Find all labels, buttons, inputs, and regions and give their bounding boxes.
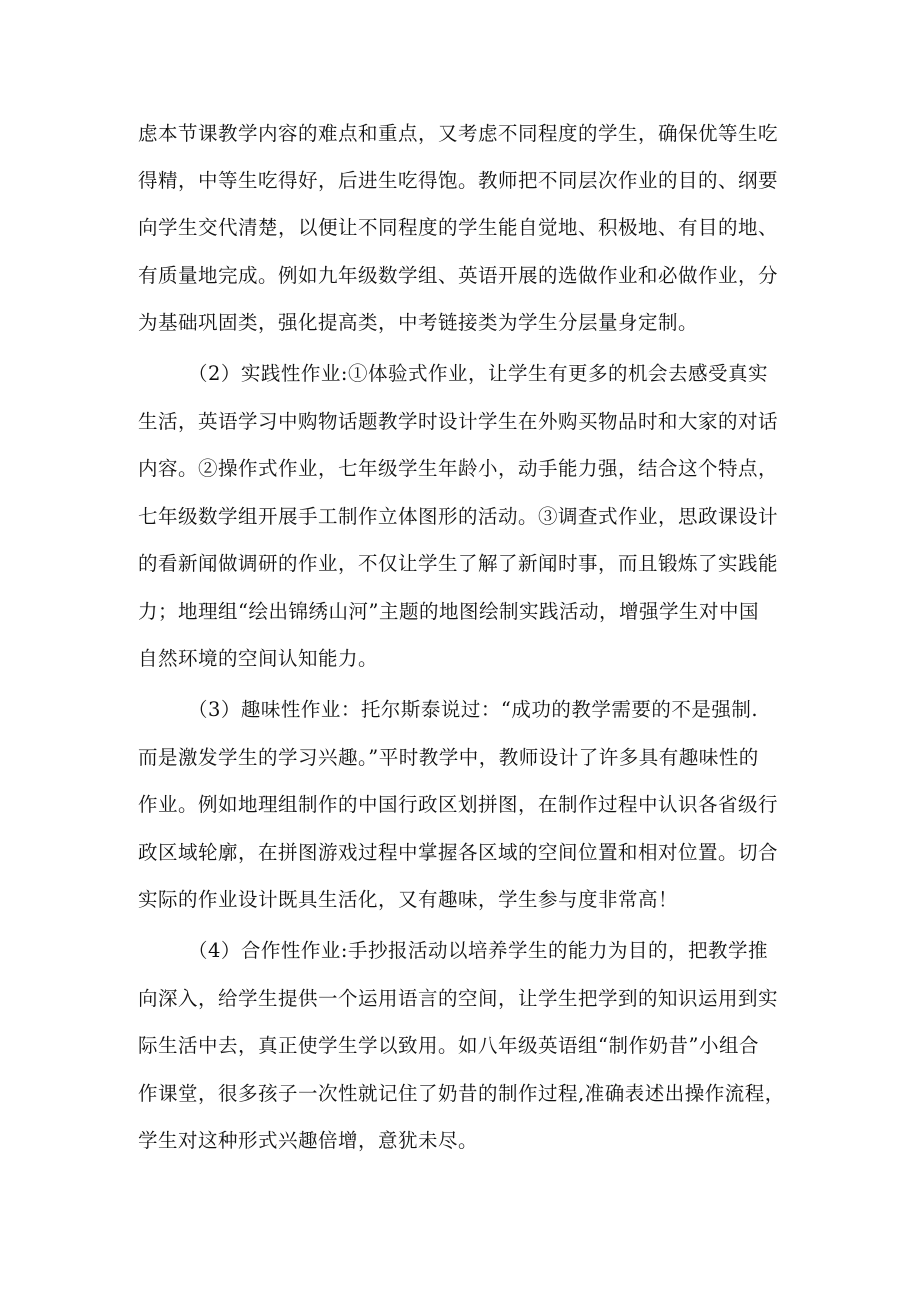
text-line: 虑本节课教学内容的难点和重点，又考虑不同程度的学生，确保优等生吃	[138, 122, 779, 145]
paragraph-start-fun: （3）趣味性作业：托尔斯泰说过：“成功的教学需要的不是强制.	[188, 698, 759, 721]
paragraph-start-practice: （2）实践性作业:①体验式作业，让学生有更多的机会去感受真实	[188, 362, 768, 385]
text-line: 而是激发学生的学习兴趣。”平时教学中，教师设计了许多具有趣味性的	[138, 746, 759, 769]
text-line: 有质量地完成。例如九年级数学组、英语开展的选做作业和必做作业，分	[138, 264, 779, 287]
text-line: 政区域轮廓，在拼图游戏过程中掌握各区域的空间位置和相对位置。切合	[138, 841, 779, 864]
text-line: 七年级数学组开展手工制作立体图形的活动。③调查式作业，思政课设计	[138, 505, 779, 528]
text-line: 生活，英语学习中购物话题教学时设计学生在外购买物品时和大家的对话	[138, 410, 779, 433]
text-line: 为基础巩固类，强化提高类，中考链接类为学生分层量身定制。	[138, 311, 699, 334]
text-line: 实际的作业设计既具生活化，又有趣味，学生参与度非常高！	[138, 888, 679, 911]
paragraph-start-cooperative: （4）合作性作业:手抄报活动以培养学生的能力为目的，把教学推	[188, 939, 768, 962]
text-line: 自然环境的空间认知能力。	[138, 647, 379, 670]
text-line: 的看新闻做调研的作业，不仅让学生了解了新闻时事，而且锻炼了实践能	[138, 552, 779, 575]
text-line: 向深入，给学生提供一个运用语言的空间，让学生把学到的知识运用到实	[138, 987, 779, 1010]
text-line: 作业。例如地理组制作的中国行政区划拼图，在制作过程中认识各省级行	[138, 793, 779, 816]
text-line: 际生活中去，真正使学生学以致用。如八年级英语组“制作奶昔”小组合	[138, 1034, 759, 1057]
text-line: 作课堂，很多孩子一次性就记住了奶昔的制作过程,准确表述出操作流程，	[138, 1082, 785, 1105]
text-line: 得精，中等生吃得好，后进生吃得饱。教师把不同层次作业的目的、纲要	[138, 169, 779, 192]
text-line: 向学生交代清楚，以便让不同程度的学生能自觉地、积极地、有目的地、	[138, 216, 779, 239]
text-line: 力；地理组“绘出锦绣山河”主题的地图绘制实践活动，增强学生对中国	[138, 600, 759, 623]
text-line: 学生对这种形式兴趣倍增，意犹未尽。	[138, 1129, 479, 1152]
text-line: 内容。②操作式作业，七年级学生年龄小，动手能力强，结合这个特点，	[138, 457, 779, 480]
